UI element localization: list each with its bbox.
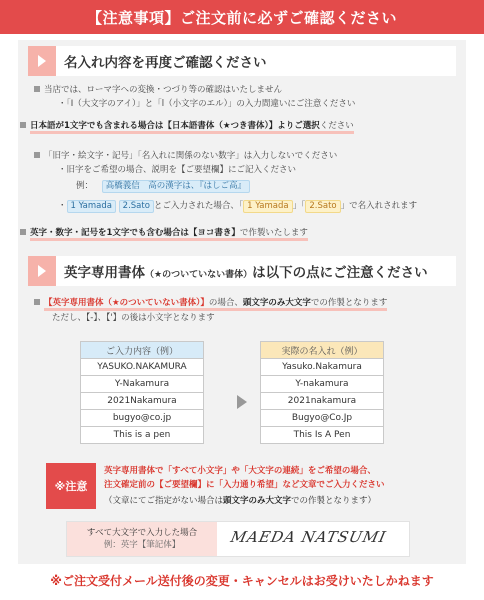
bullet-square-icon bbox=[20, 229, 26, 235]
bullet-horizontal-writing: 英字・数字・記号を1文字でも含む場合は【ヨコ書き】で作製いたします bbox=[20, 227, 308, 239]
input-row: YASUKO.NAKAMURA bbox=[81, 359, 204, 376]
caution-line-1: 英字専用書体で「すべて小文字」や「大文字の連続」をご希望の場合、 bbox=[104, 466, 376, 476]
output-row: Bugyo@Co.Jp bbox=[261, 410, 384, 427]
output-example-table bbox=[260, 341, 384, 444]
input-example-table bbox=[80, 341, 204, 444]
section-title: 名入れ内容を再度ご確認ください bbox=[64, 55, 267, 71]
output-row: Yasuko.Nakamura bbox=[261, 359, 384, 376]
section-english-font-heading bbox=[28, 256, 456, 286]
input-row: This is a pen bbox=[81, 427, 204, 444]
notice-header: 【注意事項】ご注文前に必ずご確認ください bbox=[0, 0, 484, 34]
bullet-japanese-font: 日本語が1文字でも含まれる場合は【日本語書体（★つき書体）】よりご選択ください bbox=[20, 120, 354, 132]
capitalization-exception: ただし、【-】、【'】の後は小文字となります bbox=[52, 313, 215, 323]
bullet-square-icon bbox=[20, 122, 26, 128]
uppercase-example-box bbox=[66, 521, 410, 557]
section-name-check-heading bbox=[28, 46, 456, 76]
input-row: 2021Nakamura bbox=[81, 393, 204, 410]
caution-badge: ※注意 bbox=[46, 463, 96, 509]
input-table-header: ご入力内容（例） bbox=[81, 342, 204, 359]
section-title: 英字専用書体（★のついていない書体）は以下の点にご注意ください bbox=[64, 265, 428, 281]
bullet-old-chars-sub: ・旧字をご希望の場合、説明を【ご要望欄】にご記入ください bbox=[58, 165, 297, 175]
bullet-square-icon bbox=[34, 86, 40, 92]
output-row: 2021nakamura bbox=[261, 393, 384, 410]
arrow-icon bbox=[28, 256, 56, 286]
output-row: This Is A Pen bbox=[261, 427, 384, 444]
arrow-icon bbox=[28, 46, 56, 76]
bullet-romaji-sub: ・「I（大文字のアイ）」と「l（小文字のエル）」の入力間違いにご注意ください bbox=[58, 99, 356, 109]
caution-line-2: 注文確定前の【ご要望欄】に「入力通り希望」など文章でご入力ください bbox=[104, 480, 385, 490]
number-example-line: ・ 1 Yamada 2.Sato とご入力された場合、「 1 Yamada 」「 2.Sato 」で名入れされます bbox=[58, 201, 418, 211]
caution-line-3: （文章にてご指定がない場合は頭文字のみ大文字での作製となります） bbox=[104, 496, 377, 506]
bullet-capitalization: 【英字専用書体（★のついていない書体）】の場合、頭文字のみ大文字での作製となります bbox=[34, 297, 387, 309]
bullet-square-icon bbox=[34, 299, 40, 305]
output-row: Y-nakamura bbox=[261, 376, 384, 393]
output-table-header: 実際の名入れ（例） bbox=[261, 342, 384, 359]
bullet-old-chars: 「旧字・絵文字・記号」「名入れに関係のない数字」は入力しないでください bbox=[34, 150, 337, 162]
bullet-romaji: 当店では、ローマ字への変換・つづり等の確認はいたしません bbox=[34, 84, 282, 96]
script-font-sample: MAEDA NATSUMI bbox=[229, 528, 389, 546]
bullet-square-icon bbox=[34, 152, 40, 158]
input-row: bugyo@co.jp bbox=[81, 410, 204, 427]
uppercase-example-label: すべて大文字で入力した場合 例：英字【筆記体】 bbox=[67, 522, 217, 556]
cancellation-notice: ※ご注文受付メール送付後の変更・キャンセルはお受けいたしかねます bbox=[50, 574, 434, 588]
triangle-right-icon bbox=[237, 395, 247, 409]
old-char-example: 例： 高橋義信 高の漢字は、『はしご高』 bbox=[76, 180, 250, 193]
input-row: Y-Nakamura bbox=[81, 376, 204, 393]
